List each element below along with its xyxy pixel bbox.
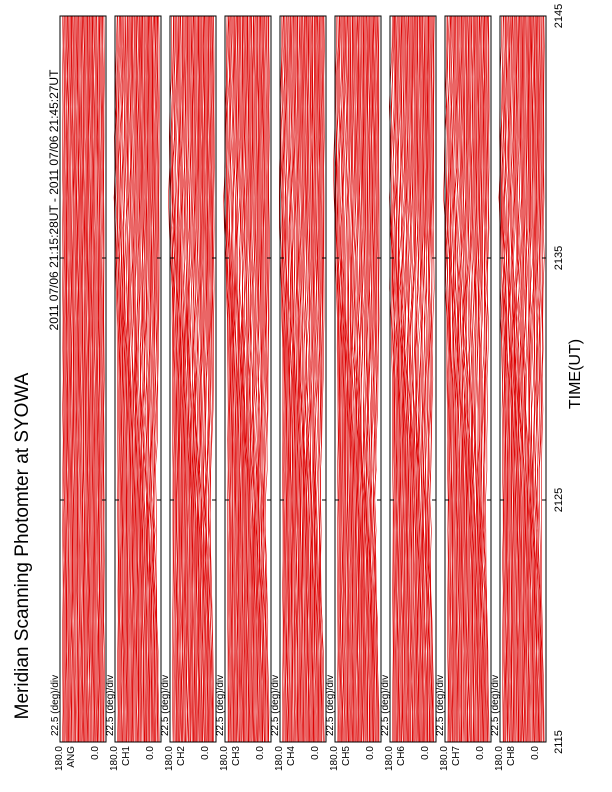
trace-line bbox=[68, 16, 69, 742]
trace-line bbox=[102, 16, 103, 742]
x-tick-label: 2135 bbox=[553, 245, 565, 271]
trace-line bbox=[99, 16, 100, 742]
y-tick-bottom: 0.0 bbox=[310, 746, 321, 760]
y-tick-bottom: 0.0 bbox=[90, 746, 101, 760]
trace-group bbox=[499, 16, 544, 742]
trace-line bbox=[84, 16, 85, 742]
trace-line bbox=[84, 16, 85, 742]
trace-group bbox=[333, 16, 379, 742]
y-tick-bottom: 0.0 bbox=[530, 746, 541, 760]
y-tick-top: 180.0 bbox=[494, 746, 505, 772]
trace-line bbox=[89, 16, 90, 742]
scale-label: 22.5 (deg)/div bbox=[105, 674, 116, 736]
y-tick-top: 180.0 bbox=[54, 746, 65, 772]
panel-ch1 bbox=[105, 16, 161, 771]
trace-group bbox=[114, 16, 159, 742]
y-tick-bottom: 0.0 bbox=[255, 746, 266, 760]
x-axis-label: TIME(UT) bbox=[567, 338, 584, 410]
y-tick-bottom: 0.0 bbox=[200, 746, 211, 760]
y-tick-bottom: 0.0 bbox=[145, 746, 156, 760]
panel-channel-label: CH1 bbox=[121, 746, 132, 767]
panel-channel-label: CH2 bbox=[176, 746, 187, 767]
panel-channel-label: CH7 bbox=[451, 746, 462, 767]
panel-channel-label: CH3 bbox=[231, 746, 242, 767]
trace-line bbox=[92, 16, 93, 742]
trace-line bbox=[83, 16, 84, 742]
panel-ch2 bbox=[160, 16, 216, 771]
trace-group bbox=[279, 16, 324, 742]
trace-line bbox=[64, 16, 65, 742]
panel-ch5 bbox=[325, 16, 381, 771]
scale-label: 22.5 (deg)/div bbox=[380, 674, 391, 736]
panel-channel-label: ANG bbox=[66, 746, 77, 768]
panel-ch7 bbox=[435, 16, 491, 771]
y-tick-top: 180.0 bbox=[164, 746, 175, 772]
scale-label: 22.5 (deg)/div bbox=[215, 674, 226, 736]
panel-ch8 bbox=[490, 16, 546, 771]
trace-line bbox=[104, 16, 105, 742]
scale-label: 22.5 (deg)/div bbox=[270, 674, 281, 736]
trace-line bbox=[68, 16, 69, 742]
trace-line bbox=[98, 16, 99, 742]
scale-label: 22.5 (deg)/div bbox=[435, 674, 446, 736]
panel-ch4 bbox=[270, 16, 326, 771]
trace-line bbox=[73, 16, 74, 742]
trace-line bbox=[79, 16, 80, 742]
trace-line bbox=[82, 16, 83, 742]
panel-channel-label: CH4 bbox=[286, 746, 297, 767]
trace-line bbox=[74, 16, 75, 742]
panel-ch6 bbox=[380, 16, 436, 771]
y-tick-bottom: 0.0 bbox=[475, 746, 486, 760]
trace-group bbox=[62, 16, 104, 742]
y-tick-top: 180.0 bbox=[439, 746, 450, 772]
trace-line bbox=[94, 16, 95, 742]
scale-label: 22.5 (deg)/div bbox=[325, 674, 336, 736]
chart-subtitle: 2011 07/06 21:15:28UT - 2011 07/06 21:45:27UT bbox=[47, 69, 61, 331]
panel-channel-label: CH8 bbox=[506, 746, 517, 767]
trace-group bbox=[444, 16, 490, 742]
trace-line bbox=[87, 16, 88, 742]
y-tick-top: 180.0 bbox=[384, 746, 395, 772]
trace-group bbox=[389, 16, 434, 742]
y-tick-top: 180.0 bbox=[329, 746, 340, 772]
trace-line bbox=[62, 16, 63, 742]
chart-title: Meridian Scanning Photomter at SYOWA bbox=[12, 372, 33, 720]
scale-label: 22.5 (deg)/div bbox=[490, 674, 501, 736]
trace-line bbox=[100, 16, 101, 742]
trace-line bbox=[77, 16, 78, 742]
trace-group bbox=[224, 16, 270, 742]
panel-channel-label: CH5 bbox=[341, 746, 352, 767]
trace-line bbox=[66, 16, 67, 742]
trace-line bbox=[315, 16, 320, 742]
x-tick-label: 2125 bbox=[553, 487, 565, 513]
scale-label: 22.5 (deg)/div bbox=[160, 674, 171, 736]
x-tick-label: 2145 bbox=[553, 3, 565, 29]
trace-line bbox=[69, 16, 70, 742]
scale-label: 22.5 (deg)/div bbox=[50, 674, 61, 736]
trace-line bbox=[95, 16, 96, 742]
x-tick-label: 2115 bbox=[553, 730, 565, 754]
trace-group bbox=[168, 16, 214, 742]
trace-line bbox=[75, 16, 76, 742]
trace-line bbox=[81, 16, 82, 742]
trace-line bbox=[88, 16, 89, 742]
panel-ch3 bbox=[215, 16, 271, 771]
trace-line bbox=[79, 16, 80, 742]
panel-channel-label: CH6 bbox=[396, 746, 407, 767]
trace-line bbox=[73, 16, 74, 742]
trace-line bbox=[72, 16, 73, 742]
y-tick-top: 180.0 bbox=[274, 746, 285, 772]
y-tick-top: 180.0 bbox=[219, 746, 230, 772]
y-tick-bottom: 0.0 bbox=[365, 746, 376, 760]
y-tick-bottom: 0.0 bbox=[420, 746, 431, 760]
trace-line bbox=[67, 16, 68, 742]
y-tick-top: 180.0 bbox=[109, 746, 120, 772]
trace-line bbox=[89, 16, 90, 742]
trace-line bbox=[65, 16, 66, 742]
trace-line bbox=[103, 16, 104, 742]
